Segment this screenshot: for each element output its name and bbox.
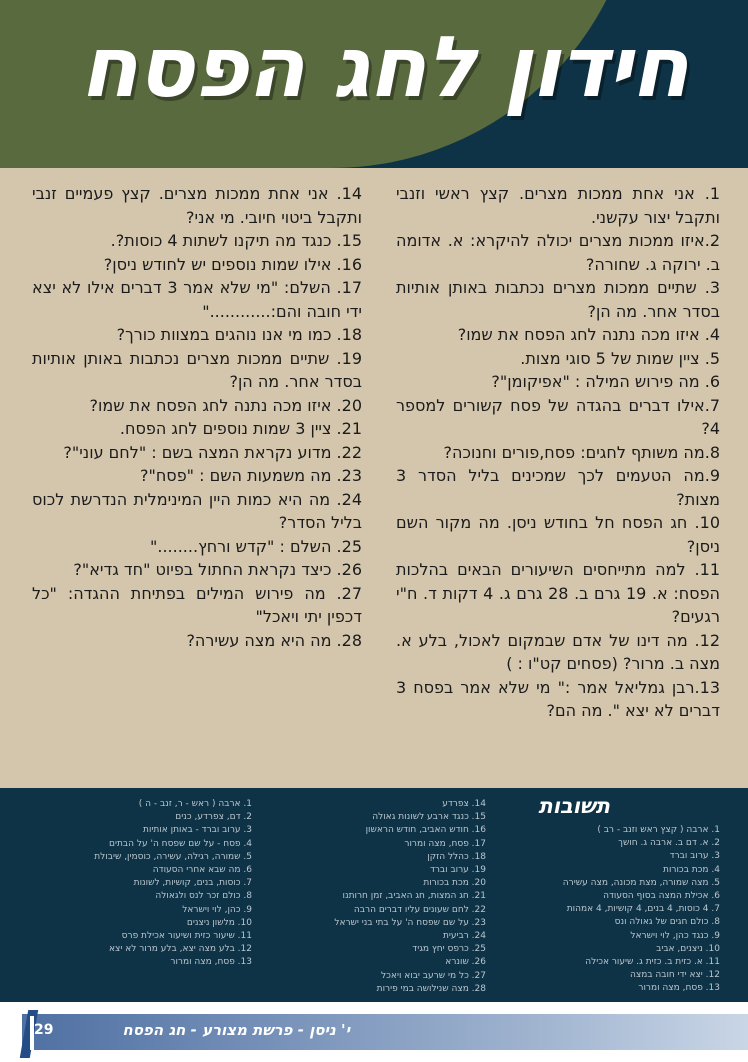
question-item: 20. איזו מכה נתנה לחג הפסח את שמו? [89,395,362,415]
answers-column-1 [508,824,720,996]
answer-item: 27. כל מי שרעב יבוא ויאכל [381,970,486,981]
answer-item: 24. רביעית [442,931,486,942]
answer-item: 12. יצא ידי חובה במצה [629,970,720,981]
question-item: 3. שתיים ממכות מצרים נכתבות באותן אותיות בסדר אחר. מה הן? [396,278,720,321]
answer-item: 13. פסח, מצה ומרור [170,957,252,968]
question-item: 17. השלם: "מי שלא אמר 3 דברים אילו לא יצא ידי חובה והם:............" [32,278,362,321]
answer-item: 7. 4 כוסות, 4 בנים, 4 קושיות, 4 אמהות [566,904,720,915]
answer-item: 3. ערוב וברד [669,851,720,862]
question-item: 12. מה דינו של אדם שבמקום לאכול, בלע א. מצה ב. מרור? (פסחים קט"ו : ) [396,630,720,673]
question-item: 10. חג הפסח חל בחודש ניסן. מה מקור השם ניסן? [396,513,720,556]
answer-item: 19. ערוב וברד [429,865,486,876]
question-item: 5. ציין שמות של 5 סוגי מצות. [520,348,720,368]
question-item: 13.רבן גמליאל אמר :" מי שלא אמר בפסח 3 דברים לא יצא ". מה הם? [396,677,720,720]
answer-item: 28. מצה שנילושה במי פירות [376,983,486,994]
answer-item: 5. שמורה, רגילה, עשירה, כוסמין, שיבולת [94,851,252,862]
answers-title: תשובות [538,794,610,818]
question-item: 8.מה משותף לחגים: פסח,פורים וחנוכה? [443,442,720,462]
question-item: 21. ציין 3 שמות נוספים לחג הפסח. [119,419,362,438]
answer-item: 9. כנגד כהן, לוי וישראל [630,930,720,941]
question-item: 27. מה פירוש המילים בפתיחת ההגדה: "כל דכפין יתי ויאכל" [32,583,362,626]
question-item: 15. כנגד מה תיקנו לשתות 4 כוסות?. [110,231,362,250]
question-item: 25. השלם : "קדש ורחץ........" [150,536,362,556]
questions-column-left [32,182,362,652]
question-item: 16. אילו שמות נוספים יש לחודש ניסן? [103,254,362,274]
question-item: 22. מדוע נקראת המצה בשם : "לחם עוני"? [63,442,362,462]
answers-column-2 [278,798,486,996]
answer-item: 16. חודש האביב, חודש הראשון [365,825,486,836]
answers-column-3 [28,798,252,970]
question-item: 23. מה משמעות השם : "פסח"? [140,466,362,485]
answer-item: 8. כולם חגים של גאולה ונס [614,917,720,928]
page-title: חידון לחג הפסח [80,18,688,116]
answer-item: 10. ניצנים, אביב [656,943,720,954]
question-item: 14. אני אחת ממכות מצרים. קצץ פעמיים זנבי ותקבל ביטוי חיובי. מי אני? [32,184,362,227]
question-item: 18. כמו מי אנו נוהגים במצוות כורך? [116,325,362,344]
answer-item: 2. דם, צפרדע, כנים [175,812,252,823]
question-item: 4. איזו מכה נתנה לחג הפסח את שמו? [457,325,720,344]
answer-item: 22. לחם שעונים עליו דברים הרבה [353,904,486,915]
answer-item: 13. פסח, מצה ומרור [638,983,720,994]
answers-section [0,788,748,1002]
answer-item: 12. בלע מצה יצא, בלע מרור לא יצא [108,944,252,955]
question-item: 6. מה פירוש המילה : "אפיקומן"? [491,372,720,391]
question-item: 7.אילו דברים בהגדה של פסח קשורים למספר 4? [396,395,720,438]
answer-item: 20. מכת בכורות [423,878,486,889]
question-item: 1. אני אחת ממכות מצרים. קצץ ראשי וזנבי ותקבל יצור עקשני. [396,184,720,227]
answer-item: 4. פסח - על שם שפסח ה' על הבתים [109,838,252,849]
question-item: 24. מה היא כמות היין המינימלית הנדרשת לכוס בליל הסדר? [32,489,362,532]
question-item: 19. שתיים ממכות מצרים נכתבות באותן אותיות בסדר אחר. מה הן? [32,348,362,391]
answer-item: 7. כוסות, בנים, קושיות, לשונות [133,878,252,889]
answer-item: 6. מה שבא אחרי הסעודה [152,865,252,876]
answer-item: 11. שיעור כזית ושיעור אכילת פרס [121,931,252,942]
footer [0,1002,748,1062]
answer-item: 3. ערוב וברד - באותן אותיות [143,825,252,836]
question-item: 9.מה הטעמים לכך שמכינים בליל הסדר 3 מצות? [396,466,720,509]
answer-item: 9. כהן, לוי וישראל [182,904,252,915]
answer-item: 15. כנגד ארבע לשונות גאולה [372,812,486,823]
answer-item: 23. על שם שפסח ה' על בתי בני ישראל [334,917,486,928]
answer-item: 11. א. כזית ב. כזית ג. שיעור אכילה [585,957,720,968]
answer-item: 2. א. דם ב. ארבה ג. חושך [618,838,720,849]
answer-item: 4. מכת בכורות [663,864,720,875]
answer-item: 1. ארבה ( ראש - ר, זנב - ה ) [138,799,252,809]
answer-item: 25. כרפס יחץ מגיד [412,944,486,955]
answer-item: 5. מצה שמורה, מצת מכונה, מצה עשירה [562,877,720,888]
answer-item: 14. צפרדע [442,799,486,809]
answer-item: 21. חג המצות, חג האביב, זמן חרותנו [342,891,486,902]
footer-caption: י' ניסן - פרשת מצורע - חג הפסח [122,1021,350,1039]
questions-column-right [396,182,720,723]
answer-item: 10. מלשון ניצנים [186,917,252,928]
page-number: 29 [34,1022,54,1038]
questions-section [0,168,748,788]
answer-item: 1. ארבה ( קצץ ראש וזנב - רב ) [597,825,720,835]
answer-item: 17. פסח, מצה ומרור [404,838,486,849]
answer-item: 26. שונרא [445,957,486,968]
header-banner [0,0,748,168]
question-item: 26. כיצד נקראת החתול בפיוט "חד גדיא"? [73,560,362,579]
answer-item: 8. כולם זכר לנס ולגאולה [155,891,252,902]
question-item: 2.איזו ממכות מצרים יכולה להיקרא: א. אדומה ב. ירוקה ג. שחורה? [396,231,720,274]
question-item: 28. מה היא מצה עשירה? [186,630,362,650]
question-item: 11. למה מתייחסים השיעורים הבאים בהלכות הפסח: א. 19 גרם ב. 28 גרם ג. 4 דקות ד. ח"י רגעים? [396,560,721,626]
answer-item: 6. אכילת המצה בסוף הסעודה [603,891,720,902]
answer-item: 18. כהלל הזקן [427,851,486,862]
